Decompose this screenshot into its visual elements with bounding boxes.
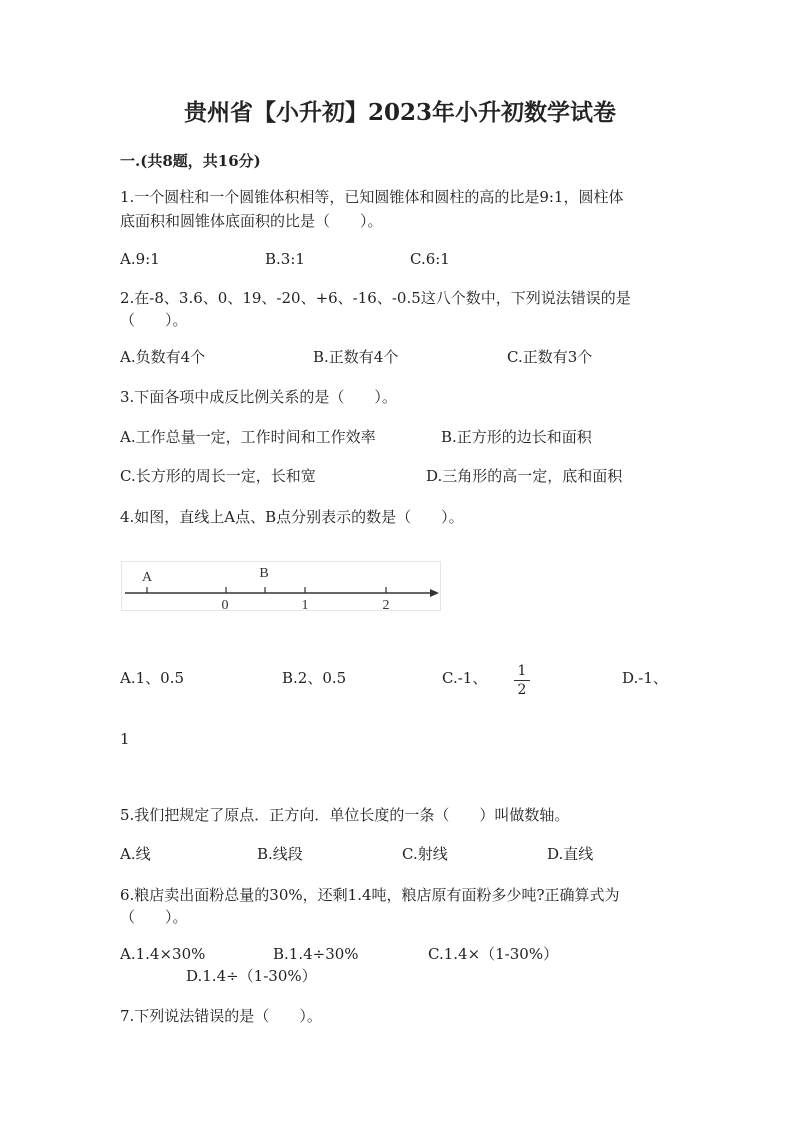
q1-option-c: C.6:1	[410, 250, 450, 268]
fraction-denominator: 2	[517, 682, 527, 698]
section-header: 一.(共8题，共16分)	[120, 152, 261, 170]
q5-option-d: D.直线	[547, 845, 594, 863]
q5-text: 5.我们把规定了原点．正方向．单位长度的一条（ ）叫做数轴。	[120, 806, 570, 824]
q4-option-b: B.2、0.5	[282, 669, 347, 687]
tick-label-1: 1	[301, 598, 309, 611]
q2-option-a: A.负数有4个	[120, 348, 206, 366]
figure-frame	[122, 562, 441, 611]
label-point-b: B	[259, 566, 269, 581]
q3-text: 3.下面各项中成反比例关系的是（ ）。	[120, 388, 397, 406]
q4-option-a: A.1、0.5	[120, 669, 184, 687]
q3-option-b: B.正方形的边长和面积	[441, 428, 592, 446]
q6-text-line2: （ ）。	[120, 908, 188, 926]
q6-text-line1: 6.粮店卖出面粉总量的30%，还剩1.4吨，粮店原有面粉多少吨?正确算式为	[120, 886, 620, 904]
q1-text-line1: 1.一个圆柱和一个圆锥体积相等，已知圆锥体和圆柱的高的比是9:1，圆柱体	[120, 188, 624, 206]
tick-label-0: 0	[221, 598, 229, 611]
q4-option-c-fraction	[512, 663, 532, 698]
q1-option-a: A.9:1	[120, 250, 160, 268]
q4-option-d-wrap: 1	[120, 730, 130, 748]
q2-text-line2: （ ）。	[120, 311, 188, 329]
q6-option-a: A.1.4×30%	[120, 945, 206, 963]
q6-option-b: B.1.4÷30%	[273, 945, 359, 963]
q1-text-line2: 底面积和圆锥体底面积的比是（ ）。	[120, 212, 383, 230]
q2-text-line1: 2.在-8、3.6、0、19、-20、+6、-16、-0.5这八个数中，下列说法错误的是	[120, 289, 631, 307]
q2-option-c: C.正数有3个	[507, 348, 593, 366]
q7-text: 7.下列说法错误的是（ ）。	[120, 1007, 322, 1025]
tick-label-2: 2	[382, 598, 390, 611]
label-point-a: A	[141, 570, 153, 585]
q5-option-c: C.射线	[402, 845, 448, 863]
q5-option-b: B.线段	[257, 845, 303, 863]
q5-option-a: A.线	[120, 845, 151, 863]
q4-option-d: D.-1、	[622, 669, 668, 687]
q6-option-d: D.1.4÷（1-30%）	[186, 967, 317, 985]
q3-option-d: D.三角形的高一定，底和面积	[426, 467, 623, 485]
number-line-figure	[121, 561, 441, 611]
q3-option-a: A.工作总量一定，工作时间和工作效率	[120, 428, 376, 446]
fraction-bar	[514, 680, 530, 681]
page-title: 贵州省【小升初】2023年小升初数学试卷	[183, 99, 616, 126]
q6-option-c: C.1.4×（1-30%）	[428, 945, 559, 963]
q4-text: 4.如图，直线上A点、B点分别表示的数是（ ）。	[120, 508, 464, 526]
q3-option-c: C.长方形的周长一定，长和宽	[120, 467, 316, 485]
axis-arrow-icon	[430, 589, 439, 597]
fraction-numerator: 1	[517, 663, 527, 679]
q4-option-c: C.-1、	[442, 669, 488, 687]
q1-option-b: B.3:1	[265, 250, 305, 268]
q2-option-b: B.正数有4个	[313, 348, 399, 366]
